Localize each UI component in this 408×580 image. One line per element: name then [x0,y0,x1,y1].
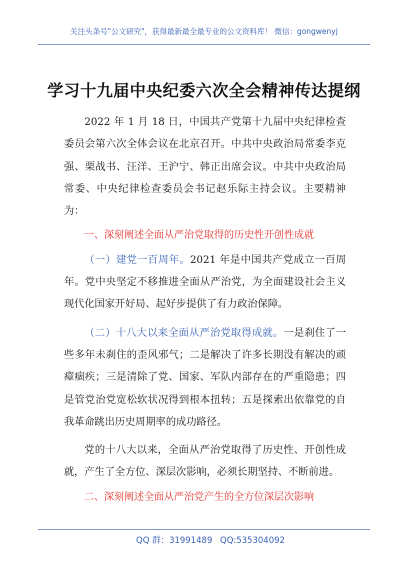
qq-group-number: QQ 群：31991489 [136,536,213,546]
document-body [64,112,346,511]
intro-paragraph: 2022 年 1 月 18 日，中国共产党第十九届中央纪律检查委员会第六次全体会议在北京召开。中共中央政治局常委李克强、栗战书、汪洋、王沪宁、韩正出席会议。中共中央政治局常委、中央纪律检查委员会书记赵乐际主持会议。主要精神为： [64,117,346,218]
qq-contact-number: QQ:535304092 [220,536,285,546]
section-2-heading: 二、深刻阐述全面从严治党产生的全方位深层次影响 [84,491,314,503]
point-1-label: （一）建党一百周年。 [84,254,191,266]
page-header [38,20,370,45]
section-1-heading: 一、深刻阐述全面从严治党取得的历史性开创性成就 [84,230,314,242]
point-2-text: 一是刹住了一些多年未刹住的歪风邪气；二是解决了许多长期没有解决的顽瘴痼疾；三是清除了党、国家、军队内部存在的严重隐患；四是管党治党宽松软状况得到根本扭转；五是探索出依靠党的自我革命跳出历史周期率的成功路径。 [64,327,347,428]
point-1-text: 2021 年是中国共产党成立一百周年。党中央坚定不移推进全面从严治党，为全面建设社会主义现代化国家开好局、起好步提供了有力政治保障。 [64,254,346,311]
page-footer [38,529,370,550]
point-2-paragraph [64,323,346,434]
document-title: 学习十九届中央纪委六次全会精神传达提纲 [47,81,361,100]
point-2-label: （二）十八大以来全面从严治党取得成就。 [84,327,284,339]
summary-paragraph: 党的十八大以来，全面从严治党取得了历史性、开创性成就，产生了全方位、深层次影响，必须长期坚持、不断前进。 [64,445,346,479]
point-1-paragraph [64,250,346,317]
header-text: 关注头条号"公文研究"，获得最新最全最专业的公文资料库！ 微信：gongwenyj [70,27,338,36]
